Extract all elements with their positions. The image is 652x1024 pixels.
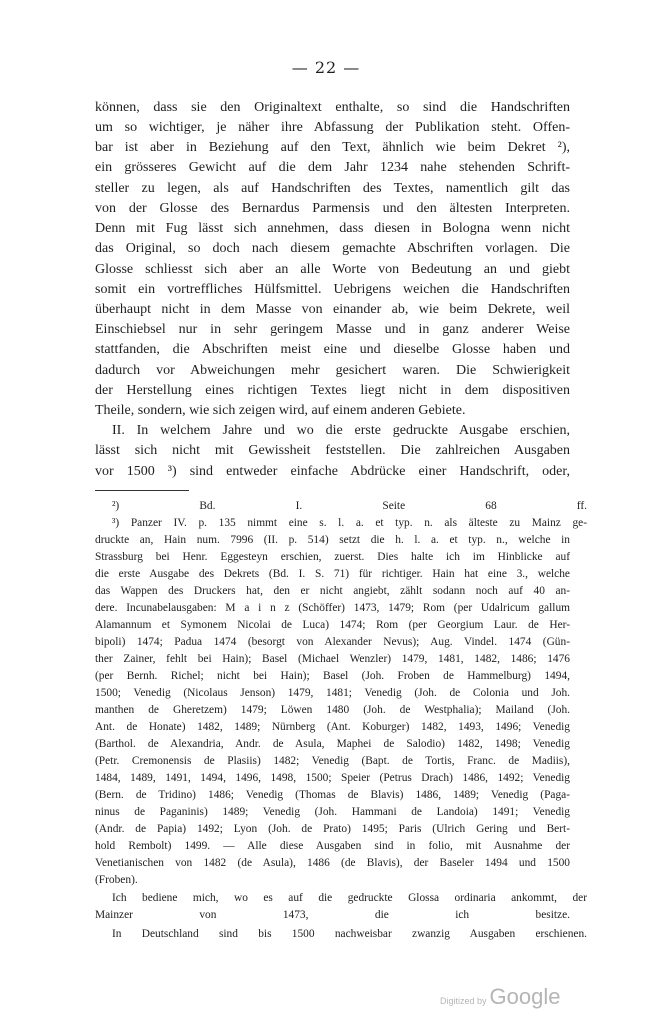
- footnote-line: 1484, 1489, 1491, 1494, 1496, 1498, 1500; Speier (Petrus Drach) 1486, 1492; Venedig: [95, 772, 570, 784]
- footnote-line: 1500; Venedig (Nicolaus Jenson) 1479, 1481; Venedig (Joh. de Colonia und Joh.: [95, 687, 570, 699]
- footnote-line: ³) Panzer IV. p. 135 nimmt eine s. l. a. et typ. n. als älteste zu Mainz ge-: [112, 517, 587, 529]
- body-line: bar ist aber in Beziehung auf den Text, ähnlich wie beim Dekret ²),: [95, 140, 570, 155]
- footnote-line: In Deutschland sind bis 1500 nachweisbar zwanzig Ausgaben erschienen.: [112, 928, 587, 940]
- footnote-line: (Andr. de Papia) 1492; Lyon (Joh. de Prato) 1495; Paris (Ulrich Gering und Bert-: [95, 823, 570, 835]
- body-line: von der Glosse des Bernardus Parmensis und den ältesten Interpreten.: [95, 201, 570, 216]
- footnote-line: manthen de Gheretzem) 1479; Löwen 1480 (Joh. de Westphalia); Mailand (Joh.: [95, 704, 570, 716]
- page-number: — 22 —: [291, 58, 361, 77]
- footnote-line: dere. Incunabelausgaben: M a i n z (Schöffer) 1473, 1479; Rom (per Udalricum gallum: [95, 602, 570, 614]
- body-line: steller zu legen, als auf Handschriften des Textes, namentlich gilt das: [95, 181, 570, 196]
- footnote-line: Venetianischen von 1482 (de Asula), 1486 (de Blavis), der Baseler 1494 und 1500: [95, 857, 570, 869]
- google-logo: Google: [489, 984, 561, 1009]
- body-line: somit ein vortreffliches Hülfsmittel. Uebrigens weichen die Handschriften: [95, 282, 570, 297]
- footnote-line: das Wappen des Druckers hat, den er nicht angiebt, zählt sodann noch auf 40 an-: [95, 585, 570, 597]
- footnote-line: Ant. de Honate) 1482, 1489; Nürnberg (Ant. Koburger) 1482, 1493, 1496; Venedig: [95, 721, 570, 733]
- body-line: überhaupt nicht in dem Masse von einander ab, wie beim Dekrete, weil: [95, 302, 570, 317]
- footnote-line: Strassburg bei Henr. Eggesteyn erschien, zuerst. Dies halte ich im Hinblicke auf: [95, 551, 570, 563]
- body-line: das Original, so doch nach diesem gemachte Abschriften vorlagen. Die: [95, 241, 570, 256]
- footnote-line: ther Zainer, fehlt bei Hain); Basel (Michael Wenzler) 1479, 1481, 1482, 1486; 1476: [95, 653, 570, 665]
- footnote-line: Ich bediene mich, wo es auf die gedruckte Glossa ordinaria ankommt, der: [112, 892, 587, 904]
- body-line: stattfanden, die Abschriften meist eine und dieselbe Glosse haben und: [95, 342, 570, 357]
- footnote-line: hold Rembolt) 1499. — Alle diese Ausgaben sind in folio, mit Ausnahme der: [95, 840, 570, 852]
- body-line: Glosse schliesst sich aber an alle Worte von Bedeutung an und giebt: [95, 262, 570, 277]
- footnote-line: Alamannum et Symonem Nicolai de Luca) 1474; Rom (per Georgium Laur. de Her-: [95, 619, 570, 631]
- footnote-line: die erste Ausgabe des Dekrets (Bd. I. S. 71) für richtiger. Hain hat eine 3., welche: [95, 568, 570, 580]
- body-line: vor 1500 ³) sind entweder einfache Abdrücke einer Handschrift, oder,: [95, 464, 570, 479]
- body-line: um so wichtiger, je näher ihre Abfassung der Publikation steht. Offen-: [95, 120, 570, 135]
- digitized-watermark: [440, 984, 600, 1010]
- body-line: ein grösseres Gewicht auf die dem Jahr 1234 nahe stehenden Schrift-: [95, 160, 570, 175]
- body-line: dadurch vor Abweichungen mehr gesichert waren. Die Schwierigkeit: [95, 363, 570, 378]
- body-line: Denn mit Fug lässt sich annehmen, dass diesen in Bologna wenn nicht: [95, 221, 570, 236]
- footnote-divider: [95, 490, 189, 491]
- footnote-line: ²) Bd. I. Seite 68 ff.: [112, 500, 587, 512]
- body-line: Theile, sondern, wie sich zeigen wird, auf einem anderen Gebiete.: [95, 403, 466, 418]
- body-line: der Herstellung eines richtigen Textes liegt nicht in dem dispositiven: [95, 383, 570, 398]
- body-line: II. In welchem Jahre und wo die erste gedruckte Ausgabe erschien,: [112, 423, 570, 438]
- footnote-line: (Bern. de Tridino) 1486; Venedig (Thomas de Blavis) 1486, 1489; Venedig (Paga-: [95, 789, 570, 801]
- watermark-prefix: Digitized by: [440, 996, 487, 1006]
- footnote-line: (Barthol. de Alexandria, Andr. de Asula, Maphei de Salodio) 1482, 1498; Venedig: [95, 738, 570, 750]
- footnote-line: Mainzer von 1473, die ich besitze.: [95, 909, 570, 921]
- body-line: lässt sich nicht mit Gewissheit feststellen. Die zahlreichen Ausgaben: [95, 443, 570, 458]
- footnote-line: (per Bernh. Richel; nicht bei Hain); Basel (Joh. Froben de Hammelburg) 1494,: [95, 670, 570, 682]
- footnote-line: druckte an, Hain num. 7996 (II. p. 514) setzt die h. l. a. et typ. n., welche in: [95, 534, 570, 546]
- footnote-line: ninus de Paganinis) 1489; Venedig (Joh. Hammani de Landoia) 1491; Venedig: [95, 806, 570, 818]
- footnote-line: (Petr. Cremonensis de Plasiis) 1482; Venedig (Bapt. de Tortis, Franc. de Madiis),: [95, 755, 570, 767]
- body-line: Einschiebsel nur in sehr geringem Masse und in ganz anderer Weise: [95, 322, 570, 337]
- footnote-line: (Froben).: [95, 874, 138, 886]
- body-line: können, dass sie den Originaltext enthalte, so sind die Handschriften: [95, 100, 570, 115]
- footnote-line: bipoli) 1474; Padua 1474 (besorgt von Alexander Nevus); Aug. Vindel. 1474 (Gün-: [95, 636, 570, 648]
